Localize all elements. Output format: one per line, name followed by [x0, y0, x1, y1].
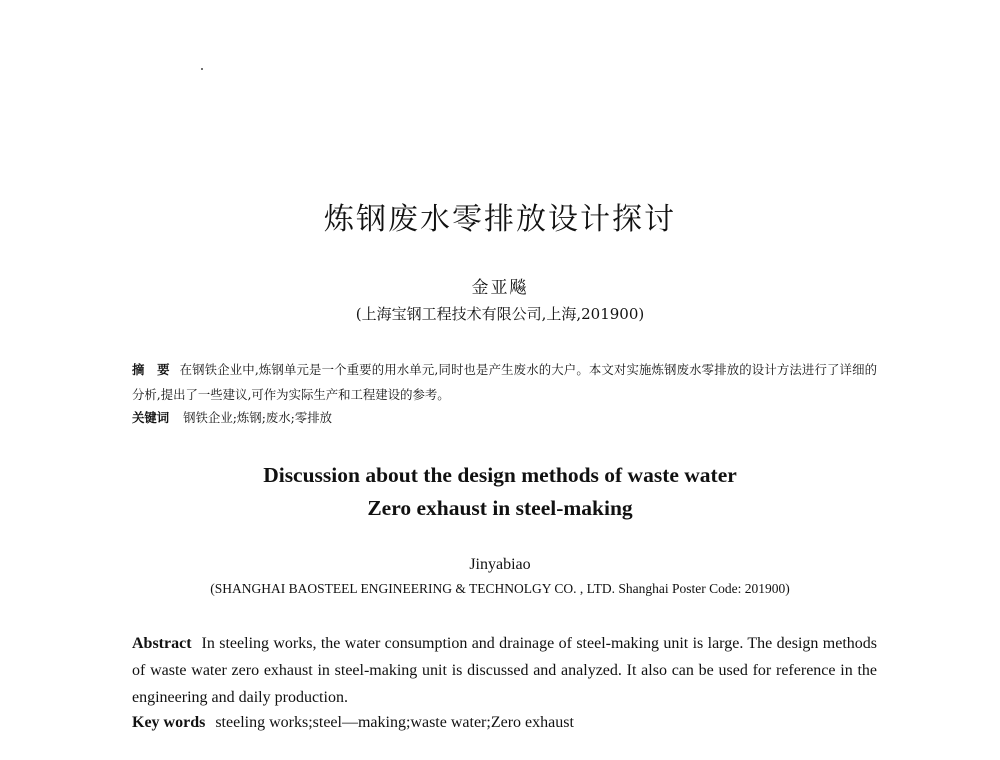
chinese-keywords [132, 408, 332, 428]
chinese-keywords-text: 钢铁企业;炼钢;废水;零排放 [183, 410, 332, 425]
english-keywords-label: Key words [132, 714, 206, 731]
english-title-line-1: Discussion about the design methods of waste water [263, 463, 737, 487]
english-abstract-text: In steeling works, the water consumption and drainage of steel-making unit is large. The design methods of waste water zero exhaust in steel-making unit is discussed and analyzed. It also can be used for reference in the engineering and daily production. [132, 635, 877, 706]
scan-speck [201, 68, 203, 70]
chinese-affiliation: (上海宝钢工程技术有限公司,上海,201900) [355, 305, 645, 323]
chinese-abstract-label: 摘 要 [132, 362, 170, 377]
chinese-abstract-text: 在钢铁企业中,炼钢单元是一个重要的用水单元,同时也是产生废水的大户。本文对实施炼钢废水零排放的设计方法进行了详细的分析,提出了一些建议,可作为实际生产和工程建设的参考。 [132, 362, 877, 402]
english-keywords [132, 712, 574, 734]
chinese-keywords-label: 关键词 [132, 410, 170, 425]
english-title-line-2: Zero exhaust in steel-making [367, 496, 633, 520]
chinese-author: 金亚飚 [471, 278, 529, 298]
chinese-abstract [132, 357, 877, 407]
chinese-title: 炼钢废水零排放设计探讨 [324, 202, 676, 237]
english-abstract [132, 630, 877, 711]
english-author: Jinyabiao [469, 556, 531, 573]
english-affiliation: (SHANGHAI BAOSTEEL ENGINEERING & TECHNOLGY CO. , LTD. Shanghai Poster Code: 201900) [210, 581, 790, 596]
english-abstract-label: Abstract [132, 635, 192, 652]
english-title [0, 459, 1000, 525]
english-keywords-text: steeling works;steel—making;waste water;Zero exhaust [215, 714, 574, 731]
